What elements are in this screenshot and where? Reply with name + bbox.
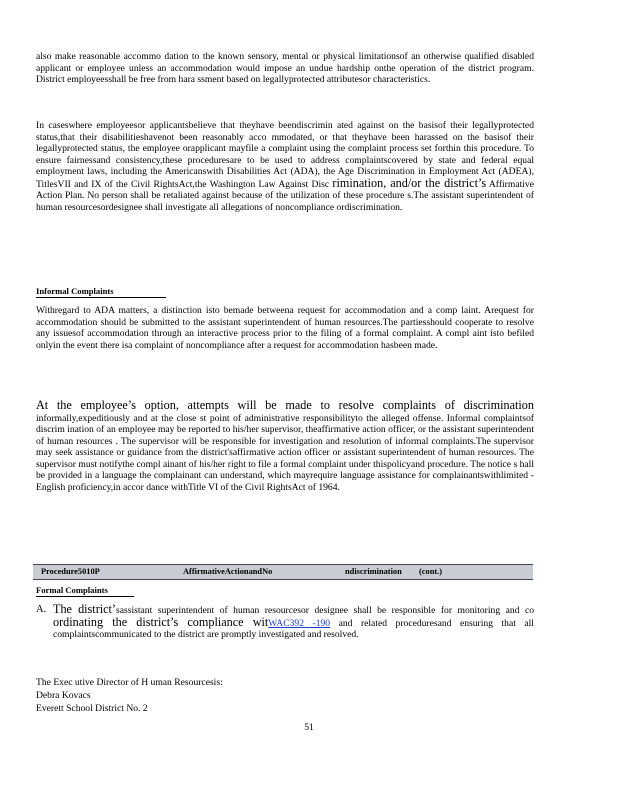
procedure-title-part-b: ndiscrimination — [345, 567, 402, 576]
page-number: 51 — [304, 722, 314, 733]
item-a-text-big: ordinating the district’s compliance wit — [53, 614, 269, 629]
paragraph-complaint-scope-text-b: rimination, and/or the district’s — [332, 175, 487, 190]
paragraph-ada-requests: Withregard to ADA matters, a distinction isto bemade betweena request for accommodation and a comp laint. Arequest for accommodation should be submitted to the assistant superintendent of human resources.The partiesshould cooperate to resolve any issuesof accommodation through an interactive process prior to the filing of a formal complaint. A compl aint isto befiled onlyin the event there isa complaint of noncompliance after a request for accommodation hasbeen made. — [36, 305, 534, 351]
item-a — [36, 604, 534, 641]
contact-name: Debra Kovacs — [36, 690, 91, 701]
wac-link[interactable]: WAC392 -190 — [268, 617, 331, 629]
contact-block — [36, 676, 223, 715]
contact-title: The Exec utive Director of H uman Resourcesis: — [36, 677, 223, 688]
paragraph-complaint-scope-text-a: In caseswhere employeesor applicantsbelieve that theyhave beendiscrimin ated against on the basisof their legallyprotected status,that their disabilitieshavenot been reasonably acco mmodated, or that theyhave been harassed on the basisof their legallyprotected status, the employee orapplicant mayfile a complaint using the complaint process set forthin this procedure. To ensure fairnessand consistency,these proceduresare to be used to address complaintscovered by state and federal equal employment laws, including the Americanswith Disabilities Act (ADA), the Age Discrimination in Employment Act (ADEA), TitlesVII and IX of the Civil RightsAct,the Washington Law Against Disc — [36, 120, 534, 190]
contact-organization: Everett School District No. 2 — [36, 703, 148, 714]
item-a-text-2: and related proceduresand ensuring that all complaintscommunicated to the district are promptly investigated and resolved. — [53, 617, 534, 640]
procedure-banner — [33, 564, 533, 580]
procedure-title-part-a: AffirmativeActionandNo — [183, 567, 273, 576]
item-a-letter: A. — [36, 604, 47, 615]
paragraph-accommodation: also make reasonable accommo dation to the known sensory, mental or physical limitationsof an otherwise qualified disabled applicant or employee unless an accommodation would impose an undue hardship onthe operation of the district program. District employeesshall be free from hara ssment based on legallyprotected attributesor characteristics. — [36, 51, 534, 85]
procedure-cont: (cont.) — [419, 567, 443, 576]
paragraph-complaint-scope-text-c: Affirmative Action Plan. No person shall be retaliated against because of the utilization of these procedure s.The assistant superintendent of human resourcesordesignee shall investigate all allegations of noncompliance ordiscrimination. — [36, 178, 534, 213]
item-a-body — [53, 604, 534, 641]
paragraph-informal-resolution-text: informally,expeditiously and at the close st point of administrative responsibilityto the alleged offense. Informal complaintsof discrim ination of an employee may be reported to his/her supervisor, theaffirmative action officer, or the assistant superintendent of human resources . The supervisor will be responsible for investigation and resolution of informal complaints.The supervisor may seek assistance or guidance from the district'saffirmative action officer or assistant superintendent of human resources. The supervisor must notifythe compl ainant of his/her right to file a formal complaint under thispolicyand procedure. The notice s hall be provided in a language the complainant can understand, which mayrequire language assistance for complainantswithlimited -English proficiency,in accor dance withTitle VI of the Civil RightsAct of 1964. — [36, 412, 534, 493]
paragraph-complaint-scope — [36, 120, 534, 213]
formal-complaints-heading: Formal Complaints — [36, 585, 134, 597]
procedure-number: Procedure5010P — [41, 567, 100, 576]
paragraph-informal-resolution-lead: At the employee’s option, attempts will be made to resolve complaints of discrimination — [36, 398, 534, 412]
paragraph-informal-resolution — [36, 400, 534, 493]
informal-complaints-heading: Informal Complaints — [36, 286, 166, 298]
item-a-lead: The district’ — [53, 602, 116, 616]
item-a-text-1: sassistant superintendent of human resourcesor designee shall be responsible for monitoring and co — [116, 605, 535, 616]
